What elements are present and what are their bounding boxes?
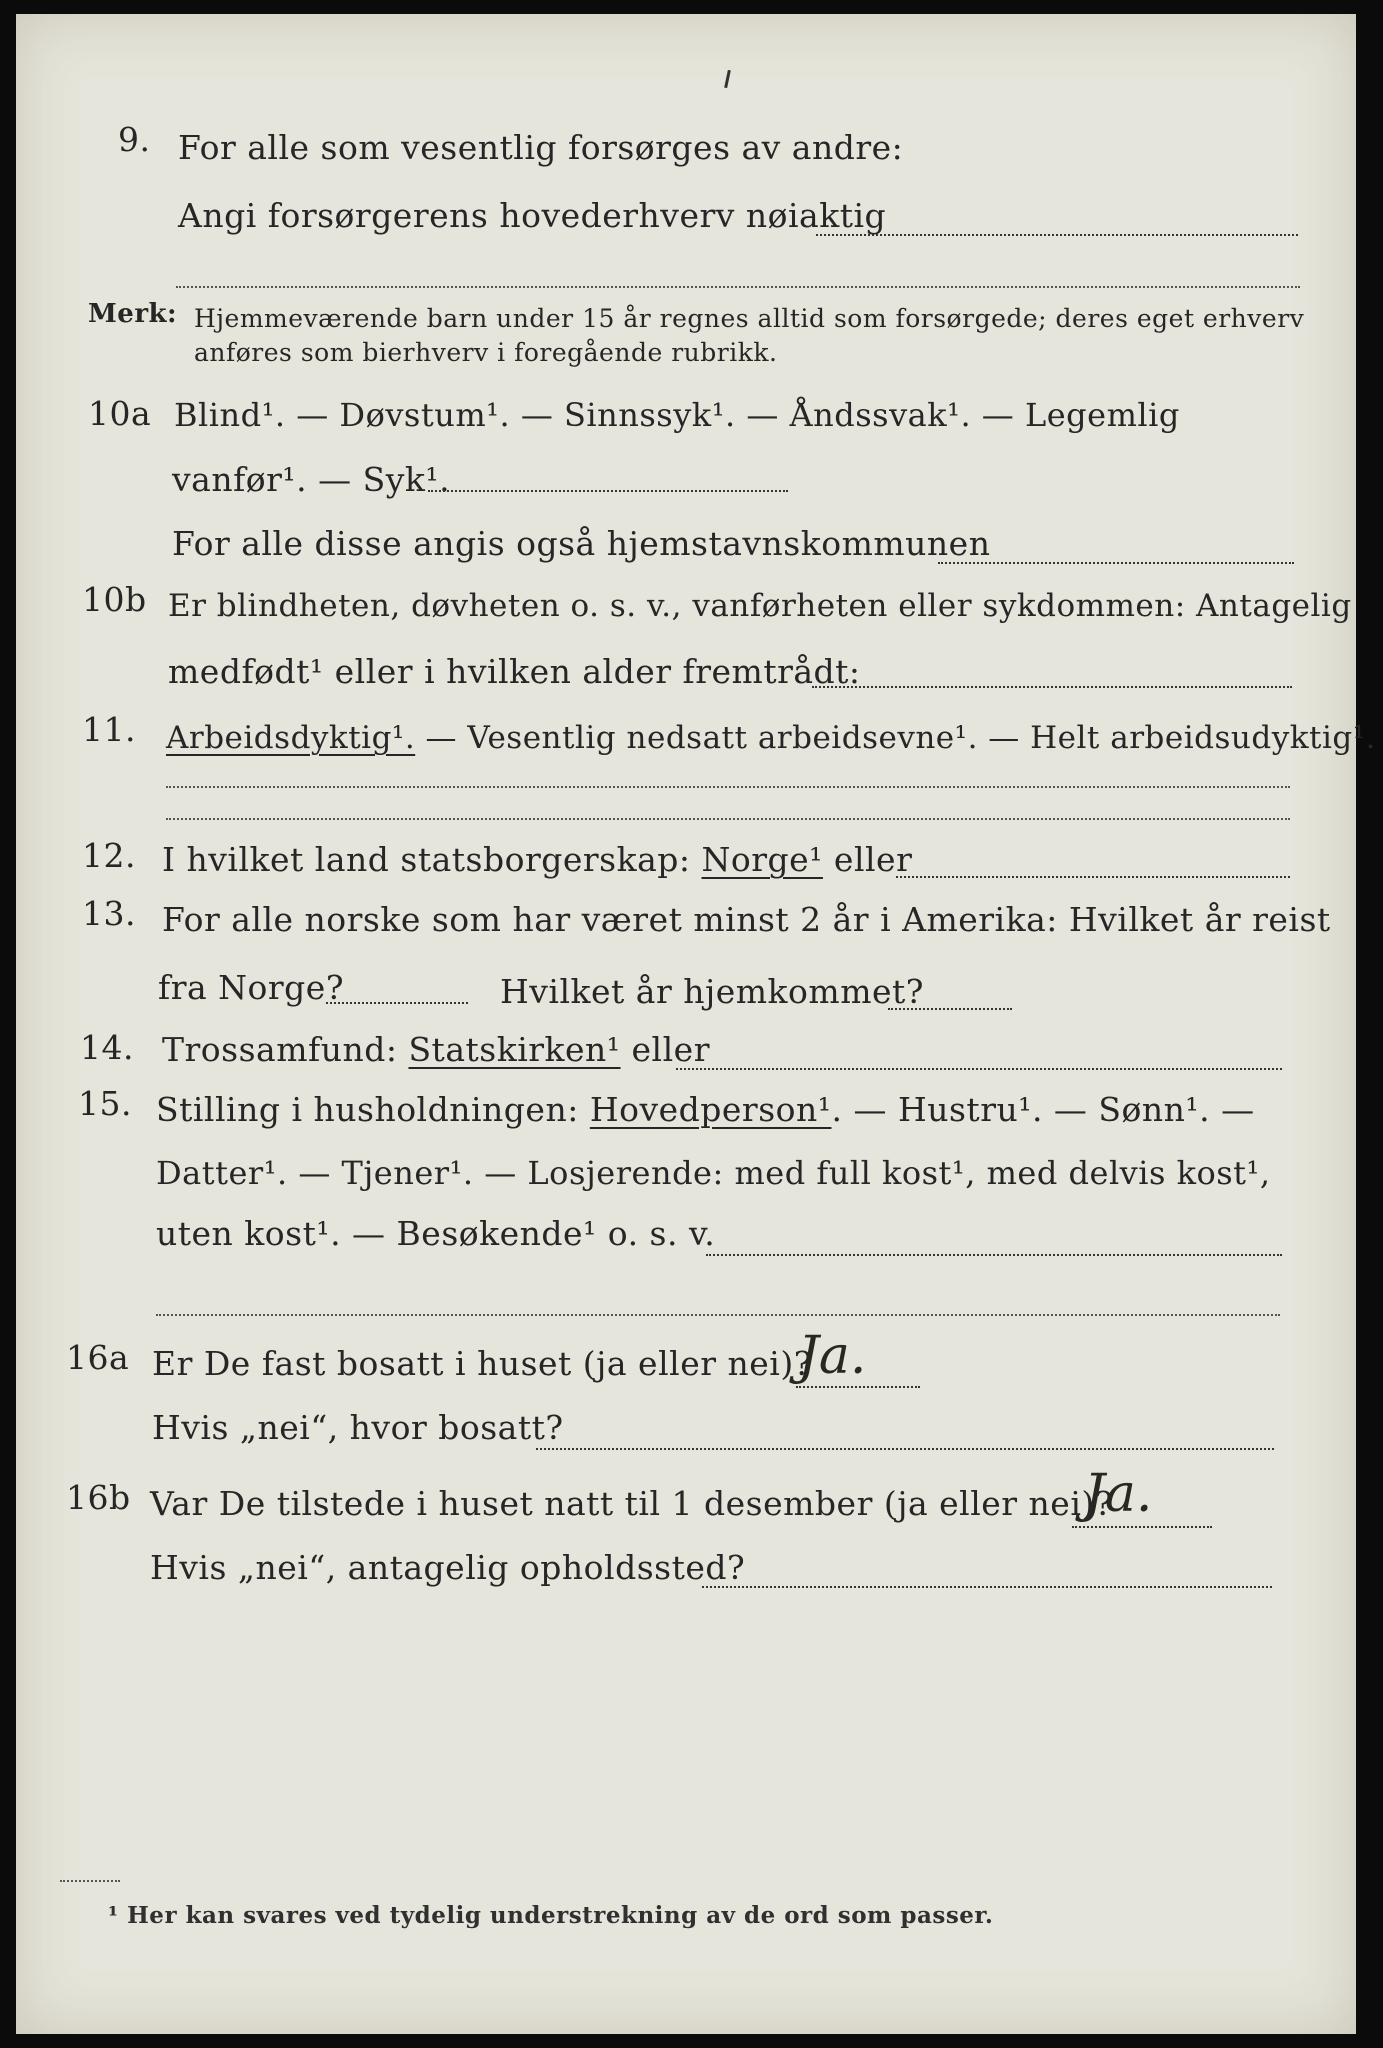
- q14-text: Trossamfund:: [162, 1030, 409, 1069]
- q10b-number: 10b: [82, 580, 147, 619]
- q16a-line2: Hvis „nei“, hvor bosatt?: [152, 1408, 564, 1447]
- q15-separator: [156, 1314, 1280, 1316]
- footnote-separator: [60, 1880, 120, 1882]
- q10a-line3: For alle disse angis også hjemstavnskommunen: [172, 524, 991, 563]
- q12-text: I hvilket land statsborgerskap:: [162, 840, 702, 879]
- page-mark: [724, 70, 731, 88]
- q15-line1: [156, 1090, 1255, 1129]
- q15-answer-field[interactable]: [706, 1254, 1282, 1256]
- q10b-line2: medfødt¹ eller i hvilken alder fremtrådt:: [168, 652, 861, 691]
- q13-line2a: fra Norge?: [158, 968, 345, 1007]
- q10b-answer-field[interactable]: [812, 686, 1292, 688]
- q16b-line2: Hvis „nei“, antagelig opholdssted?: [150, 1548, 746, 1587]
- q11-option-arbeidsdyktig[interactable]: Arbeidsdyktig¹.: [166, 720, 416, 756]
- q11-separator: [166, 818, 1290, 820]
- merk-label: Merk:: [88, 299, 178, 329]
- q16b-line1: Var De tilstede i huset natt til 1 desember (ja eller nei)?: [150, 1484, 1113, 1523]
- q12-after: eller: [822, 840, 913, 879]
- q10a-line1: Blind¹. — Døvstum¹. — Sinnssyk¹. — Åndssvak¹. — Legemlig: [174, 396, 1180, 434]
- q12-option-norge[interactable]: Norge¹: [701, 840, 823, 879]
- q9-line2: Angi forsørgerens hovederhverv nøiaktig: [178, 196, 887, 235]
- q10b-line1: Er blindheten, døvheten o. s. v., vanførheten eller sykdommen: Antagelig: [168, 588, 1352, 624]
- q16b-number: 16b: [66, 1478, 131, 1517]
- q11-rest: — Vesentlig nedsatt arbeidsevne¹. — Helt arbeidsudyktig¹.: [415, 720, 1377, 756]
- q14-answer-field[interactable]: [676, 1068, 1282, 1070]
- q16a-answer-field[interactable]: [796, 1386, 920, 1388]
- q9-separator: [176, 286, 1300, 288]
- q15-line3: uten kost¹. — Besøkende¹ o. s. v.: [156, 1214, 716, 1253]
- q16a-handwritten-answer[interactable]: Ja.: [798, 1326, 867, 1386]
- q11-line: [166, 720, 1376, 756]
- merk-line2: anføres som bierhverv i foregående rubrikk.: [194, 338, 778, 367]
- q10a-syk-field[interactable]: [428, 490, 788, 492]
- q10a-number: 10a: [88, 394, 152, 433]
- q13-hjemkommet-field[interactable]: [888, 1008, 1012, 1010]
- q10a-line2: vanfør¹. — Syk¹.: [172, 460, 451, 499]
- q16b-handwritten-answer[interactable]: Ja.: [1084, 1464, 1153, 1524]
- q13-number: 13.: [82, 894, 136, 933]
- q13-line1: For alle norske som har været minst 2 år i Amerika: Hvilket år reist: [162, 900, 1331, 939]
- q14-option-statskirken[interactable]: Statskirken¹: [408, 1030, 621, 1069]
- q15-text: Stilling i husholdningen:: [156, 1090, 590, 1129]
- q15-after: . — Hustru¹. — Sønn¹. —: [831, 1090, 1255, 1129]
- q9-number: 9.: [118, 120, 151, 159]
- q16b-answer-field[interactable]: [1072, 1526, 1212, 1528]
- merk-line1: Hjemmeværende barn under 15 år regnes alltid som forsørgede; deres eget erhverv: [194, 304, 1305, 333]
- q9-answer-field[interactable]: [816, 234, 1298, 236]
- q16b-opholdssted-field[interactable]: [702, 1586, 1272, 1588]
- q16a-line1: Er De fast bosatt i huset (ja eller nei)?: [152, 1344, 812, 1383]
- q12-number: 12.: [82, 836, 136, 875]
- q13-reist-field[interactable]: [326, 1002, 468, 1004]
- q16a-number: 16a: [66, 1338, 130, 1377]
- census-form-page: [16, 14, 1377, 2034]
- q14-line: [162, 1030, 710, 1069]
- q15-number: 15.: [78, 1084, 132, 1123]
- q14-number: 14.: [80, 1028, 134, 1067]
- q11-number: 11.: [82, 710, 136, 749]
- q11-answer-field[interactable]: [166, 786, 1290, 788]
- q15-line2: Datter¹. — Tjener¹. — Losjerende: med full kost¹, med delvis kost¹,: [156, 1154, 1271, 1192]
- q16a-bosatt-field[interactable]: [536, 1448, 1274, 1450]
- q10a-hjemstavn-field[interactable]: [938, 562, 1294, 564]
- q12-line: [162, 840, 912, 879]
- q14-after: eller: [620, 1030, 710, 1069]
- q12-answer-field[interactable]: [896, 876, 1290, 878]
- footnote: ¹ Her kan svares ved tydelig understrekning av de ord som passer.: [108, 1902, 994, 1929]
- q9-line1: For alle som vesentlig forsørges av andre:: [178, 128, 904, 167]
- q13-line2b: Hvilket år hjemkommet?: [500, 972, 924, 1011]
- q15-option-hovedperson[interactable]: Hovedperson¹: [589, 1090, 832, 1129]
